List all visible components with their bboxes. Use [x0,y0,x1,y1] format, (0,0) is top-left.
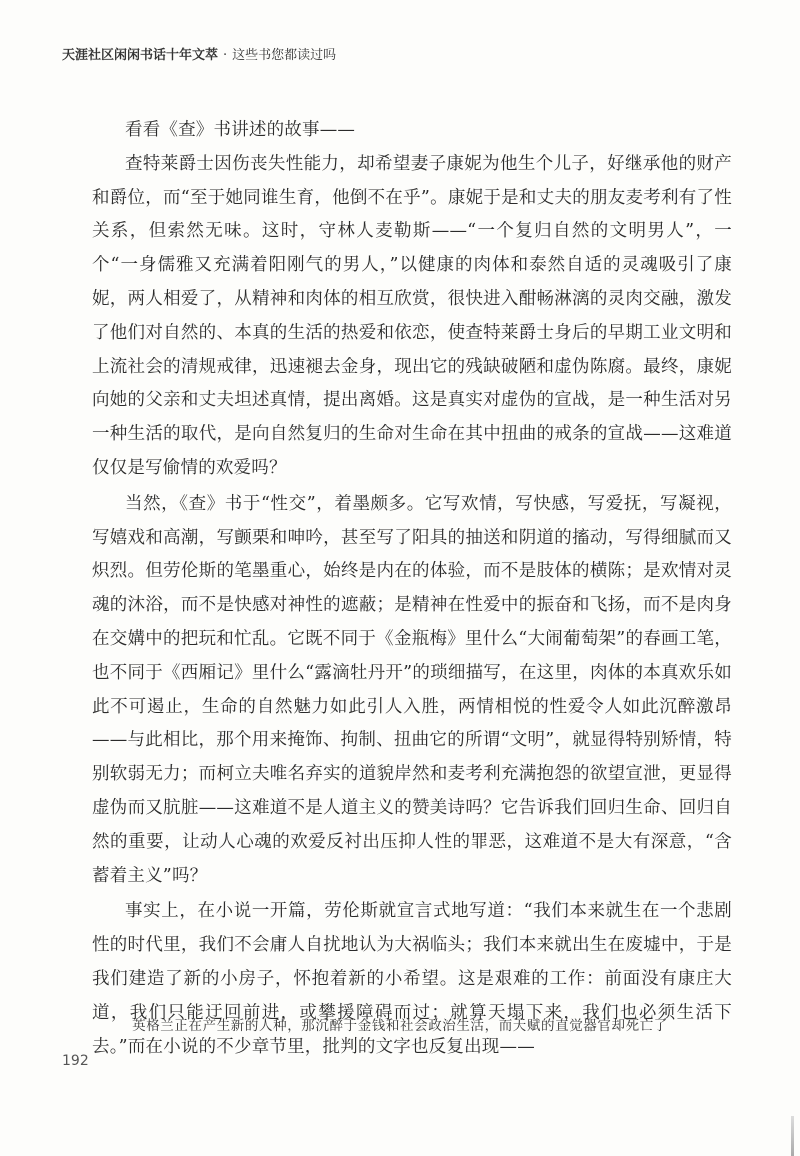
running-header [62,44,336,63]
page-number: 192 [62,1053,89,1069]
header-separator: · [223,48,228,63]
body-text [92,114,732,1064]
scan-edge-mark [791,1116,794,1156]
paragraph-sex-writing: 当然，《查》书于“性交”，着墨颇多。它写欢情，写快感，写爱抚，写凝视，写嬉戏和高潮，写颤栗和呻吟，甚至写了阳具的抽送和阴道的搐动，写得细腻而又炽烈。但劳伦斯的笔墨重心，始终是内在的体验，而不是肢体的横陈；是欢情对灵魂的沐浴，而不是快感对神性的遮蔽；是精神在性爱中的振奋和飞扬，而不是肉身在交媾中的把玩和忙乱。它既不同于《金瓶梅》里什么“大闹葡萄架”的春画工笔，也不同于《西厢记》里什么“露滴牡丹开”的琐细描写，在这里，肉体的本真欢乐如此不可遏止，生命的自然魅力如此引人入胜，两情相悦的性爱令人如此沉醉激昂——与此相比，那个用来掩饰、拘制、扭曲它的所谓“文明”，就显得特别矫情，特别软弱无力；而柯立夫唯名弃实的道貌岸然和麦考利充满抱怨的欲望宣泄，更显得虚伪而又肮脏——这难道不是人道主义的赞美诗吗？它告诉我们回归生命、回归自然的重要，让动人心魂的欢爱反衬出压抑人性的罪恶，这难道不是大有深意，“含蓄着主义”吗？ [92,493,732,886]
paragraph-intro: 看看《查》书讲述的故事—— [125,120,356,140]
book-series-title: 天涯社区闲闲书话十年文萃 [62,48,219,63]
paragraph-opening-declaration: 事实上，在小说一开篇，劳伦斯就宣言式地写道：“我们本来就生在一个悲剧性的时代里，我们不会庸人自扰地认为大祸临头；我们本来就出生在废墟中，于是我们建造了新的小房子，怀抱着新的小希望。这是艰难的工作：前面没有康庄大道，我们只能迂回前进，或攀援障碍而过；就算天塌下来，我们也必须生活下去。”而在小说的不少章节里，批判的文字也反复出现—— [92,901,732,1057]
book-subtitle: 这些书您都读过吗 [232,48,337,63]
paragraph-story: 查特莱爵士因伤丧失性能力，却希望妻子康妮为他生个儿子，好继承他的财产和爵位，而“至于她同谁生育，他倒不在乎”。康妮于是和丈夫的朋友麦考利有了性关系，但索然无味。这时，守林人麦勒斯——“一个复归自然的文明男人”，一个“一身儒雅又充满着阳刚气的男人，”以健康的肉体和泰然自适的灵魂吸引了康妮，两人相爱了，从精神和肉体的相互欣赏，很快进入酣畅淋漓的灵肉交融，激发了他们对自然的、本真的生活的热爱和依恋，使查特莱爵士身后的早期工业文明和上流社会的清规戒律，迅速褪去金身，现出它的残缺破陋和虚伪陈腐。最终，康妮向她的父亲和丈夫坦述真情，提出离婚。这是真实对虚伪的宣战，是一种生活对另一种生活的取代，是向自然复归的生命对生命在其中扭曲的戒条的宣战——这难道仅仅是写偷情的欢爱吗？ [92,153,732,478]
quote-caption: 英格兰正在产生新的人种，那沉醉于金钱和社会政治生活，而天赋的直觉器官却死亡了 [132,1018,668,1034]
